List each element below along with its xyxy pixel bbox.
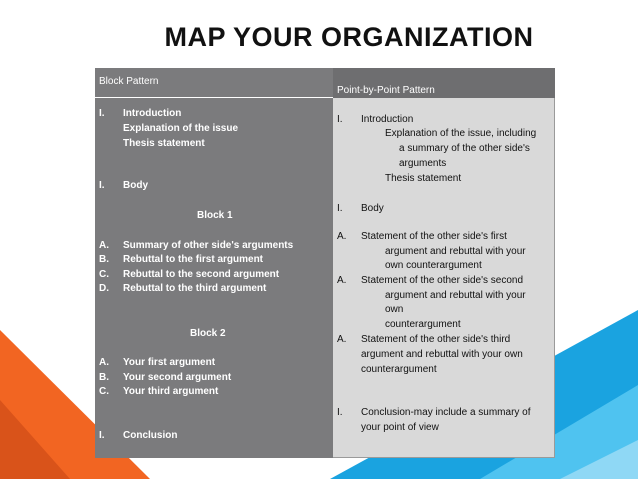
list-item-letter: D. (99, 283, 109, 294)
list-item-letter: B. (99, 372, 109, 383)
block-pattern-header: Block Pattern (95, 68, 333, 98)
conclusion-number: I. (337, 407, 343, 418)
block-pattern-column (95, 68, 333, 458)
list-item: Statement of the other side's third (361, 334, 511, 345)
intro-sub-thesis: Thesis statement (385, 173, 462, 184)
block2-heading: Block 2 (190, 328, 226, 339)
body-number: I. (337, 203, 343, 214)
intro-sub-thesis: Thesis statement (123, 138, 205, 149)
conclusion-number: I. (99, 430, 105, 441)
list-item: Your first argument (123, 357, 216, 368)
list-item-letter: C. (99, 269, 109, 280)
intro-sub-summary: a summary of the other side's (399, 143, 530, 154)
intro-number: I. (337, 114, 343, 125)
list-item-letter: A. (337, 231, 347, 242)
body-label: Body (361, 203, 384, 214)
intro-number: I. (99, 108, 105, 119)
conclusion-label: Conclusion-may include a summary of (361, 407, 531, 418)
intro-sub-explanation: Explanation of the issue (123, 123, 239, 134)
list-item: Your second argument (123, 372, 232, 383)
point-pattern-header: Point-by-Point Pattern (333, 68, 555, 98)
point-by-point-column (333, 68, 555, 458)
list-item-letter: C. (99, 386, 109, 397)
list-item-continuation: counterargument (385, 319, 461, 330)
list-item: Your third argument (123, 386, 219, 397)
organization-table (95, 68, 555, 458)
intro-sub-explanation: Explanation of the issue, including (385, 128, 537, 139)
list-item: Rebuttal to the second argument (123, 269, 280, 280)
list-item: Rebuttal to the third argument (123, 283, 267, 294)
conclusion-label: Conclusion (123, 430, 178, 441)
list-item-letter: A. (337, 275, 347, 286)
list-item-letter: A. (337, 334, 347, 345)
intro-label: Introduction (361, 114, 414, 125)
list-item-continuation: argument and rebuttal with your (385, 290, 526, 301)
intro-label: Introduction (123, 108, 182, 119)
body-number: I. (99, 180, 105, 191)
list-item-continuation: own counterargument (385, 260, 482, 271)
intro-sub-arguments: arguments (399, 158, 447, 169)
page-title: MAP YOUR ORGANIZATION (164, 22, 534, 52)
list-item: Statement of the other side's second (361, 275, 524, 286)
block1-heading: Block 1 (197, 210, 233, 221)
list-item-continuation: argument and rebuttal with your own (361, 349, 523, 360)
body-label: Body (123, 180, 148, 191)
list-item: Summary of other side's arguments (123, 240, 294, 251)
list-item-continuation: counterargument (361, 364, 437, 375)
list-item-letter: A. (99, 240, 109, 251)
list-item: Rebuttal to the first argument (123, 254, 264, 265)
list-item-continuation: own (385, 304, 404, 315)
list-item-continuation: argument and rebuttal with your (385, 246, 526, 257)
list-item-letter: A. (99, 357, 109, 368)
conclusion-continuation: your point of view (361, 422, 439, 433)
list-item: Statement of the other side's first (361, 231, 507, 242)
list-item-letter: B. (99, 254, 109, 265)
